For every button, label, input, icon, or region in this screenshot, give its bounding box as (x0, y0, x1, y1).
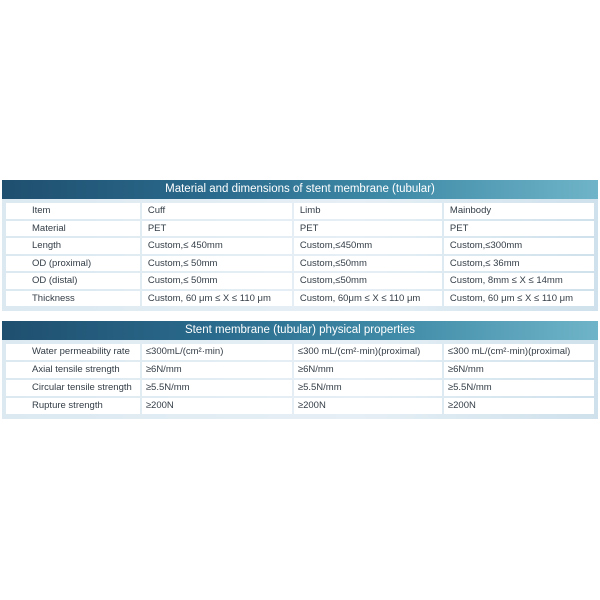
table-cell: Cuff (142, 203, 292, 219)
table-cell: Limb (294, 203, 442, 219)
table-row (6, 203, 594, 219)
table-row (6, 221, 594, 237)
table-cell: ≥5.5N/mm (444, 380, 594, 396)
table-cell: ≥6N/mm (142, 362, 292, 378)
table-cell: Custom,≤300mm (444, 238, 594, 254)
row-label-cell: OD (proximal) (6, 256, 140, 272)
properties-table (4, 342, 596, 416)
dimensions-table-panel (2, 180, 598, 311)
table-cell: PET (142, 221, 292, 237)
row-label-cell: Item (6, 203, 140, 219)
properties-table-title: Stent membrane (tubular) physical properties (2, 321, 598, 340)
table-cell: ≥5.5N/mm (142, 380, 292, 396)
table-row (6, 256, 594, 272)
table-cell: Custom, 60 μm ≤ X ≤ 110 μm (142, 291, 292, 307)
table-cell: ≤300 mL/(cm²·min)(proximal) (294, 344, 442, 360)
dimensions-table-title: Material and dimensions of stent membrane (tubular) (2, 180, 598, 199)
table-cell: Custom, 8mm ≤ X ≤ 14mm (444, 273, 594, 289)
row-label-cell: OD (distal) (6, 273, 140, 289)
table-cell: ≤300 mL/(cm²·min)(proximal) (444, 344, 594, 360)
table-row (6, 291, 594, 307)
table-cell: PET (444, 221, 594, 237)
table-cell: ≥200N (142, 398, 292, 414)
table-row (6, 273, 594, 289)
table-row (6, 344, 594, 360)
table-cell: Custom,≤450mm (294, 238, 442, 254)
row-label-cell: Length (6, 238, 140, 254)
table-cell: ≥6N/mm (294, 362, 442, 378)
table-cell: ≥200N (444, 398, 594, 414)
table-row (6, 238, 594, 254)
table-row (6, 398, 594, 414)
table-cell: ≤300mL/(cm²·min) (142, 344, 292, 360)
row-label-cell: Water permeability rate (6, 344, 140, 360)
table-cell: Mainbody (444, 203, 594, 219)
table-cell: Custom,≤50mm (294, 256, 442, 272)
table-row (6, 362, 594, 378)
table-cell: Custom,≤ 50mm (142, 256, 292, 272)
table-cell: PET (294, 221, 442, 237)
table-cell: ≥6N/mm (444, 362, 594, 378)
table-cell: ≥200N (294, 398, 442, 414)
dimensions-table (4, 201, 596, 308)
row-label-cell: Thickness (6, 291, 140, 307)
table-cell: Custom,≤50mm (294, 273, 442, 289)
table-cell: Custom,≤ 50mm (142, 273, 292, 289)
table-cell: Custom,≤ 450mm (142, 238, 292, 254)
properties-table-panel (2, 321, 598, 419)
row-label-cell: Circular tensile strength (6, 380, 140, 396)
table-row (6, 380, 594, 396)
table-cell: ≥5.5N/mm (294, 380, 442, 396)
row-label-cell: Material (6, 221, 140, 237)
table-cell: Custom, 60 μm ≤ X ≤ 110 μm (444, 291, 594, 307)
table-cell: Custom,≤ 36mm (444, 256, 594, 272)
row-label-cell: Rupture strength (6, 398, 140, 414)
row-label-cell: Axial tensile strength (6, 362, 140, 378)
table-cell: Custom, 60μm ≤ X ≤ 110 μm (294, 291, 442, 307)
